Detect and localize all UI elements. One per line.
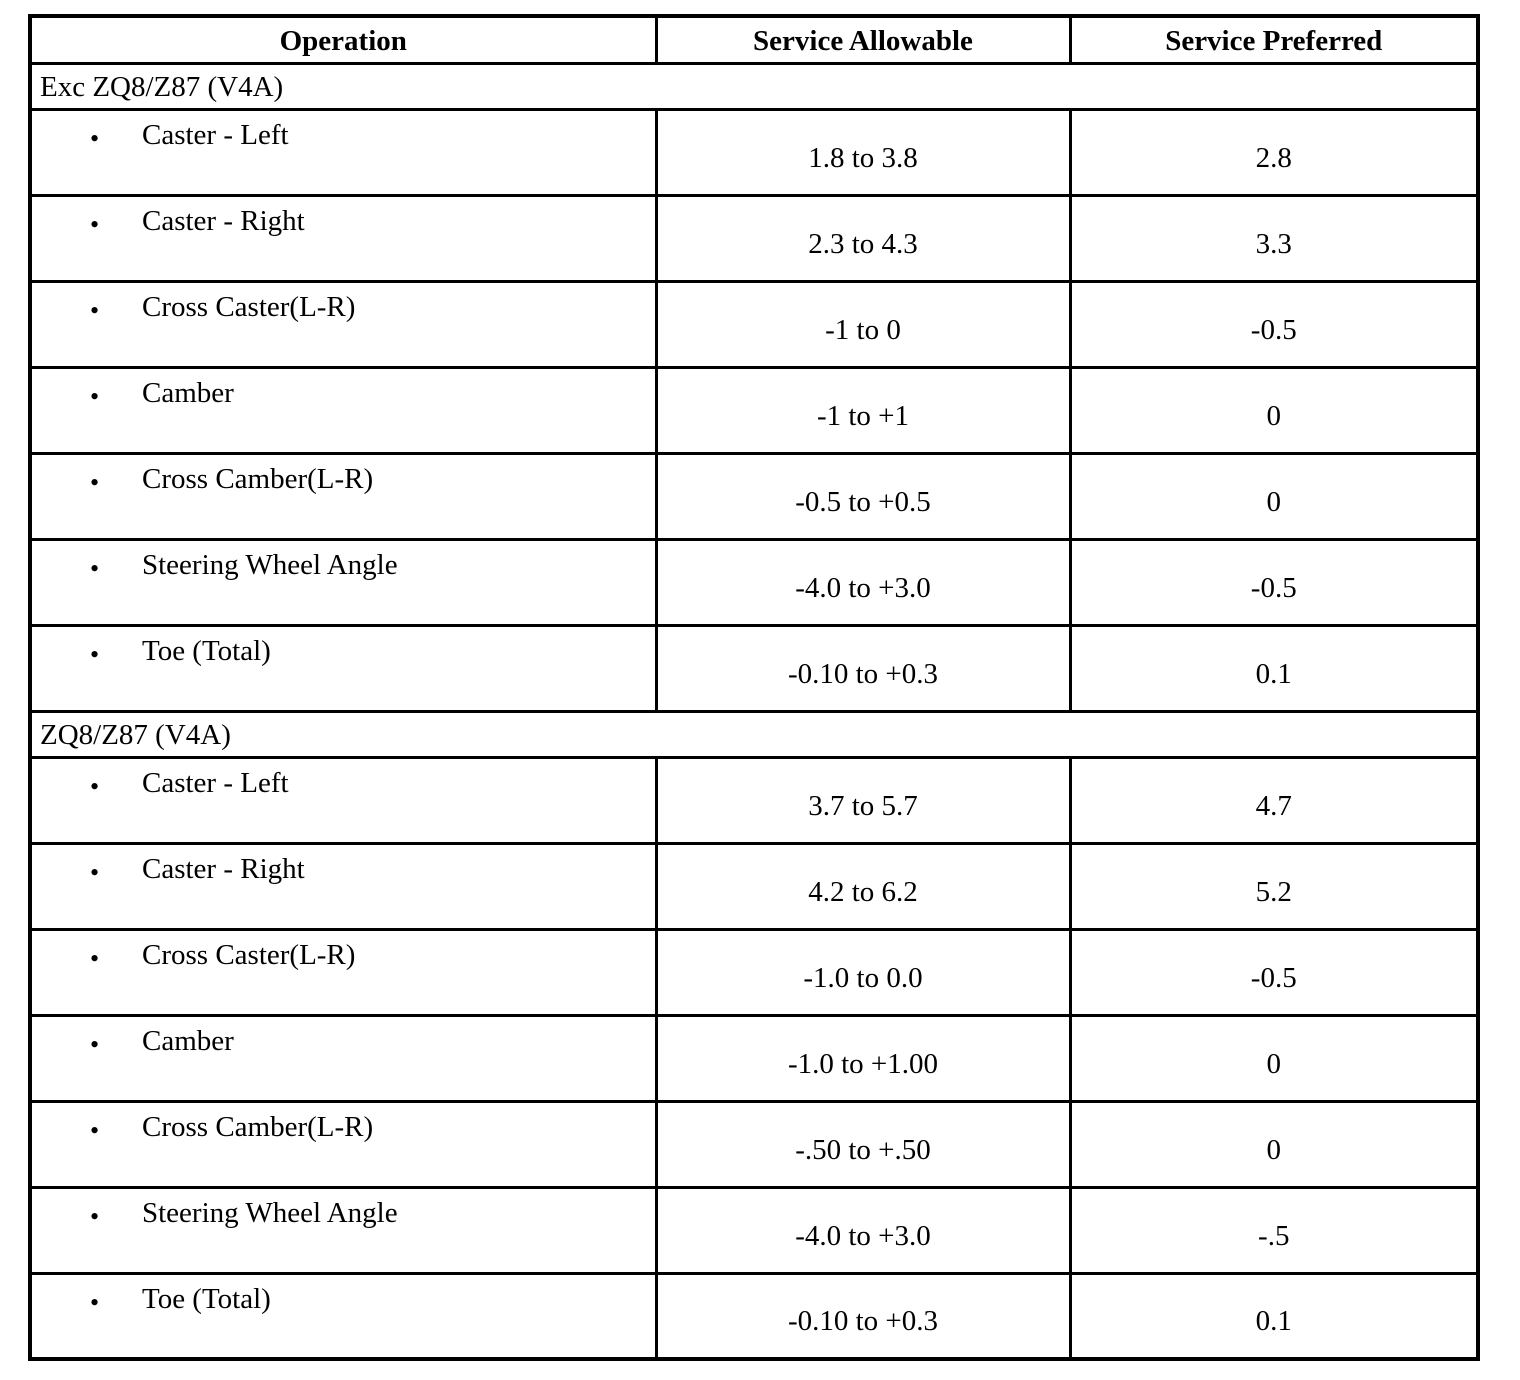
service-preferred-cell: -.5 <box>1070 1187 1478 1273</box>
service-preferred-cell: -0.5 <box>1070 929 1478 1015</box>
table-row <box>30 453 1478 539</box>
header-service-preferred: Service Preferred <box>1070 16 1478 63</box>
service-allowable-cell: -.50 to +.50 <box>656 1101 1070 1187</box>
service-allowable-cell: -0.10 to +0.3 <box>656 1273 1070 1359</box>
header-operation: Operation <box>30 16 656 63</box>
bullet-icon: • <box>90 943 100 973</box>
table-row <box>30 1187 1478 1273</box>
operation-cell <box>30 281 656 367</box>
operation-label: Steering Wheel Angle <box>142 548 398 581</box>
service-allowable-cell: 4.2 to 6.2 <box>656 843 1070 929</box>
table-row <box>30 843 1478 929</box>
bullet-icon: • <box>90 381 100 411</box>
operation-label: Caster - Right <box>142 204 305 237</box>
service-allowable-cell: -1 to 0 <box>656 281 1070 367</box>
operation-label: Caster - Right <box>142 852 305 885</box>
operation-label: Cross Camber(L-R) <box>142 462 374 495</box>
service-preferred-cell: -0.5 <box>1070 281 1478 367</box>
service-preferred-cell: 0.1 <box>1070 625 1478 711</box>
service-allowable-cell: -4.0 to +3.0 <box>656 539 1070 625</box>
bullet-icon: • <box>90 209 100 239</box>
bullet-icon: • <box>90 1201 100 1231</box>
operation-cell <box>30 929 656 1015</box>
operation-cell <box>30 367 656 453</box>
operation-cell <box>30 843 656 929</box>
operation-label: Toe (Total) <box>142 634 271 667</box>
operation-cell <box>30 1101 656 1187</box>
service-allowable-cell: -1 to +1 <box>656 367 1070 453</box>
service-preferred-cell: 0.1 <box>1070 1273 1478 1359</box>
table-row <box>30 757 1478 843</box>
operation-label: Toe (Total) <box>142 1282 271 1315</box>
operation-label: Cross Caster(L-R) <box>142 290 356 323</box>
group-header-row <box>30 711 1478 757</box>
table-row <box>30 539 1478 625</box>
operation-cell <box>30 1015 656 1101</box>
service-allowable-cell: -0.5 to +0.5 <box>656 453 1070 539</box>
service-preferred-cell: 0 <box>1070 1101 1478 1187</box>
table-row <box>30 929 1478 1015</box>
operation-label: Caster - Left <box>142 766 289 799</box>
operation-cell <box>30 109 656 195</box>
service-preferred-cell: 0 <box>1070 1015 1478 1101</box>
bullet-icon: • <box>90 123 100 153</box>
bullet-icon: • <box>90 639 100 669</box>
bullet-icon: • <box>90 553 100 583</box>
table-row <box>30 1101 1478 1187</box>
service-allowable-cell: 2.3 to 4.3 <box>656 195 1070 281</box>
table-row <box>30 625 1478 711</box>
service-allowable-cell: 1.8 to 3.8 <box>656 109 1070 195</box>
service-preferred-cell: 5.2 <box>1070 843 1478 929</box>
service-preferred-cell: 2.8 <box>1070 109 1478 195</box>
header-service-allowable: Service Allowable <box>656 16 1070 63</box>
service-allowable-cell: -4.0 to +3.0 <box>656 1187 1070 1273</box>
group-title: Exc ZQ8/Z87 (V4A) <box>30 63 1478 109</box>
table-row <box>30 1015 1478 1101</box>
group-title: ZQ8/Z87 (V4A) <box>30 711 1478 757</box>
operation-cell <box>30 757 656 843</box>
group-header-row <box>30 63 1478 109</box>
service-allowable-cell: -0.10 to +0.3 <box>656 625 1070 711</box>
bullet-icon: • <box>90 467 100 497</box>
table-row <box>30 1273 1478 1359</box>
operation-label: Cross Camber(L-R) <box>142 1110 374 1143</box>
bullet-icon: • <box>90 771 100 801</box>
table-body <box>30 63 1478 1359</box>
service-preferred-cell: 0 <box>1070 453 1478 539</box>
alignment-spec-table <box>28 14 1480 1361</box>
operation-cell <box>30 195 656 281</box>
operation-label: Cross Caster(L-R) <box>142 938 356 971</box>
service-preferred-cell: -0.5 <box>1070 539 1478 625</box>
table-row <box>30 195 1478 281</box>
operation-label: Camber <box>142 1024 234 1057</box>
operation-cell <box>30 1187 656 1273</box>
table-row <box>30 367 1478 453</box>
service-allowable-cell: -1.0 to +1.00 <box>656 1015 1070 1101</box>
bullet-icon: • <box>90 1029 100 1059</box>
operation-cell <box>30 625 656 711</box>
service-preferred-cell: 0 <box>1070 367 1478 453</box>
operation-label: Caster - Left <box>142 118 289 151</box>
service-allowable-cell: 3.7 to 5.7 <box>656 757 1070 843</box>
service-preferred-cell: 4.7 <box>1070 757 1478 843</box>
service-allowable-cell: -1.0 to 0.0 <box>656 929 1070 1015</box>
operation-label: Steering Wheel Angle <box>142 1196 398 1229</box>
operation-cell <box>30 453 656 539</box>
operation-cell <box>30 1273 656 1359</box>
operation-label: Camber <box>142 376 234 409</box>
header-row <box>30 16 1478 63</box>
table-row <box>30 109 1478 195</box>
operation-cell <box>30 539 656 625</box>
table-row <box>30 281 1478 367</box>
bullet-icon: • <box>90 857 100 887</box>
service-preferred-cell: 3.3 <box>1070 195 1478 281</box>
bullet-icon: • <box>90 1287 100 1317</box>
bullet-icon: • <box>90 1115 100 1145</box>
bullet-icon: • <box>90 295 100 325</box>
